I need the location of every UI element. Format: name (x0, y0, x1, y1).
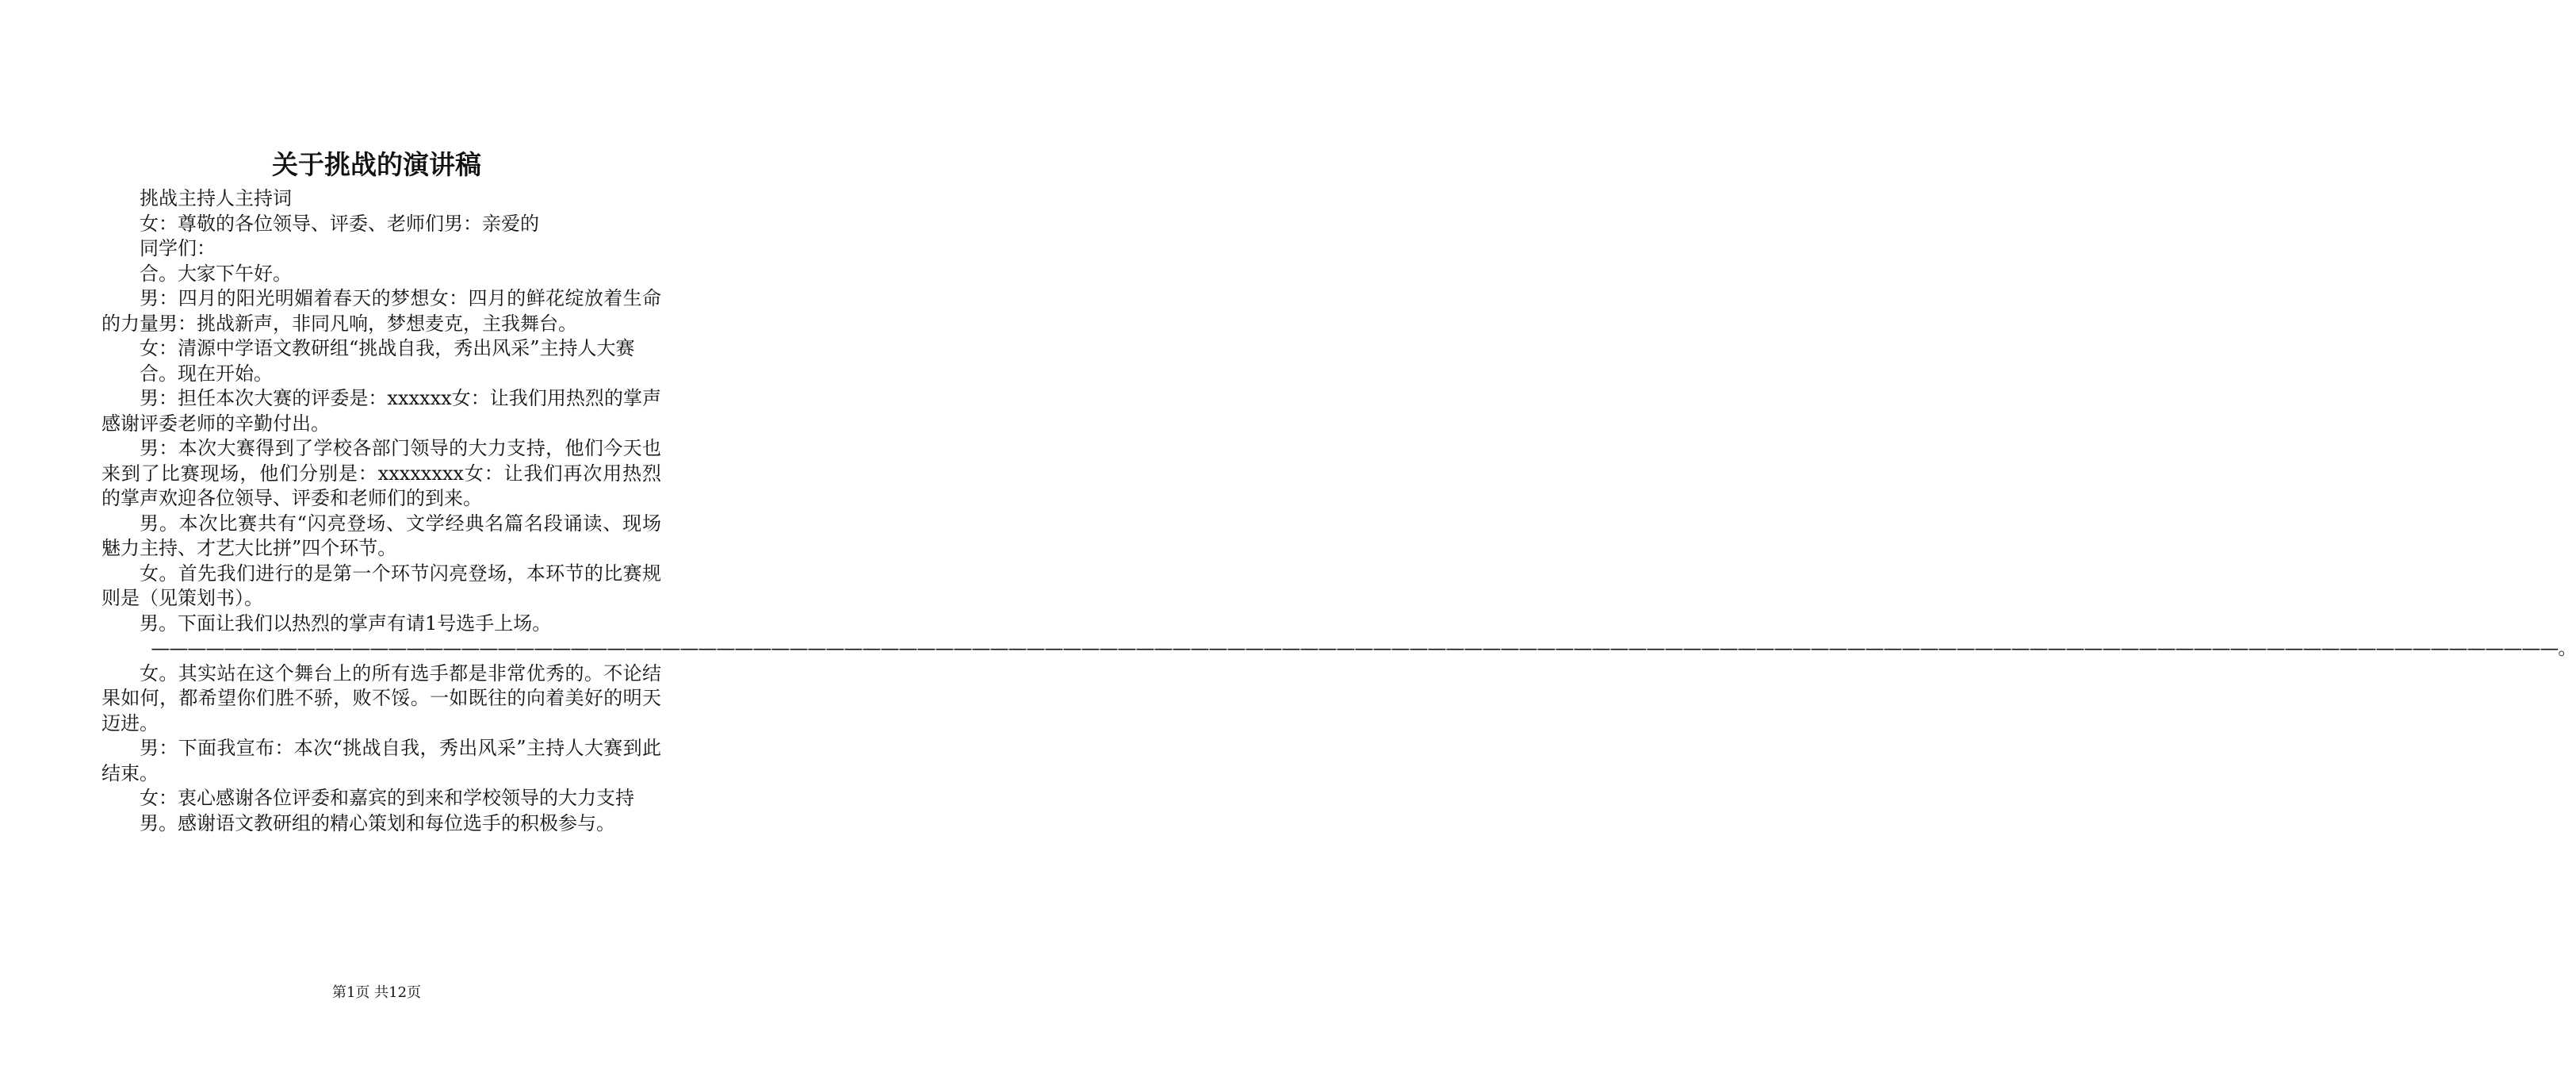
document-title: 关于挑战的演讲稿 (272, 149, 481, 180)
dash-separator: ————————————————————————————————————————————————————————————————————————————————————————————————————————————————————————————————————。 (151, 637, 2576, 659)
paragraph: 同学们： (140, 237, 216, 259)
paragraph: 女。其实站在这个舞台上的所有选手都是非常优秀的。不论结果如何，都希望你们胜不骄，败不馁。一如既往的向着美好的明天迈进。 (101, 661, 661, 734)
paragraph: 男。感谢语文教研组的精心策划和每位选手的积极参与。 (140, 811, 615, 834)
paragraph: 女。首先我们进行的是第一个环节闪亮登场，本环节的比赛规则是（见策划书）。 (101, 562, 661, 609)
page-footer: 第1页 共12页 (331, 984, 422, 1001)
paragraph: 挑战主持人主持词 (140, 187, 292, 209)
paragraph: 男：本次大赛得到了学校各部门领导的大力支持，他们今天也来到了比赛现场，他们分别是：xxxxxxxx女：让我们再次用热烈的掌声欢迎各位领导、评委和老师们的到来。 (101, 437, 661, 509)
paragraph: 女：清源中学语文教研组“挑战自我，秀出风采”主持人大赛 (140, 337, 635, 359)
paragraph: 男。本次比赛共有“闪亮登场、文学经典名篇名段诵读、现场魅力主持、才艺大比拼”四个环节。 (101, 512, 661, 559)
paragraph: 男：四月的阳光明媚着春天的梦想女：四月的鲜花绽放着生命的力量男：挑战新声，非同凡响，梦想麦克，主我舞台。 (101, 287, 661, 335)
paragraph: 合。现在开始。 (140, 362, 273, 385)
document-body (101, 186, 2576, 836)
paragraph: 男：下面我宣布：本次“挑战自我，秀出风采”主持人大赛到此结束。 (101, 737, 661, 784)
paragraph: 女：尊敬的各位领导、评委、老师们男：亲爱的 (140, 212, 539, 235)
paragraph: 男：担任本次大赛的评委是：xxxxxx女：让我们用热烈的掌声感谢评委老师的辛勤付出。 (101, 387, 661, 435)
paragraph: 男。下面让我们以热烈的掌声有请1号选手上场。 (140, 612, 552, 635)
paragraph: 合。大家下午好。 (140, 262, 292, 285)
paragraph: 女：衷心感谢各位评委和嘉宾的到来和学校领导的大力支持 (140, 787, 634, 809)
